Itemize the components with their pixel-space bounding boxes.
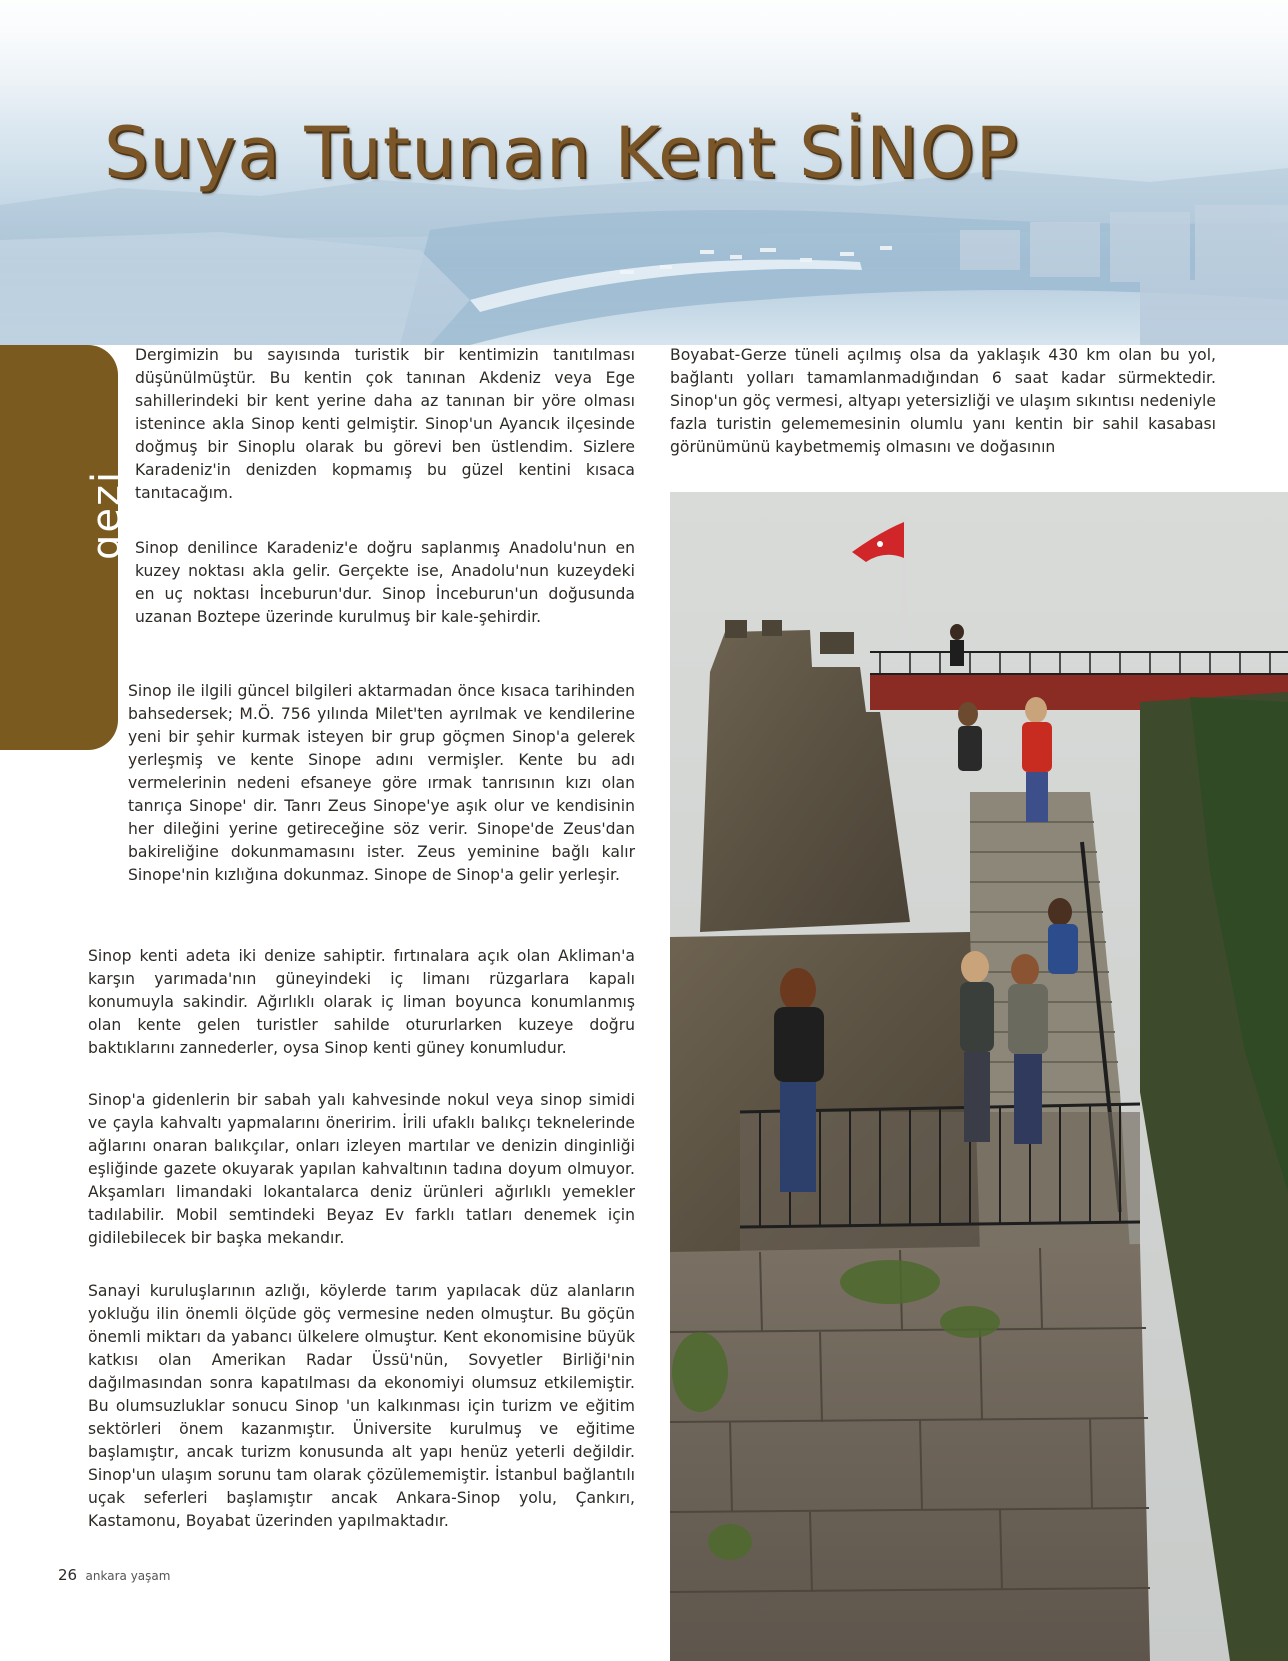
page-number: 26 [58, 1566, 78, 1584]
article-paragraph: Sanayi kuruluşlarının azlığı, köylerde tarım yapılacak düz alanların yokluğu ilin önemli ölçüde göç vermesine neden olmuştur. Bu göçün önemli miktarı da yabancı ülkelere olmuştur. Kent ekonomisine büyük katkısı olan Amerikan Radar Üssü'nün, Sovyetler Birliği'nin dağılmasından sonra kapatılması da ekonomiyi olumsuz etkilemiştir. Bu olumsuzluklar sonucu Sinop 'un kalkınması için turizm ve eğitim sektörleri önem kazanmıştır. Üniversite kurulmuş ve eğitime başlamıştır, ancak turizm konusunda alt yapı henüz yeterli değildir. Sinop'un ulaşım sorunu tam olarak çözülememiştir. İstanbul bağlantılı uçak seferleri başlamıştır ancak Ankara-Sinop yolu, Çankırı, Kastamonu, Boyabat üzerinden yapılmaktadır. [88, 1282, 635, 1530]
article-paragraph: Boyabat-Gerze tüneli açılmış olsa da yaklaşık 430 km olan bu yol, bağlantı yolları tamamlanmadığından 6 saat kadar sürmektedir. Sinop'un göç vermesi, altyapı yetersizliği ve ulaşım sıkıntısı nedeniyle fazla turistin gelememesinin olumlu yanı kentin bir sahil kasabası görünümünü kaybetmemiş olmasını ve doğasının [670, 346, 1216, 456]
article-paragraph: Sinop kenti adeta iki denize sahiptir. fırtınalara açık olan Akliman'a karşın yarımada'nın güneyindeki iç limanı rüzgarlara kapalı konumuyla sakindir. Ağırlıklı olarak iç liman boyunca konumlanmış olan kente gelen turistler sahilde otururlarken kuzeye doğru baktıklarını zannederler, oysa Sinop kenti güney konumludur. [88, 947, 635, 1057]
article-paragraph: Dergimizin bu sayısında turistik bir kentimizin tanıtılması düşünülmüştür. Bu kentin çok tanınan Akdeniz veya Ege sahillerindeki bir kent yerine daha az tanınan bir yöre olması istenince akla Sinop kenti gelmiştir. Sinop'un Ayancık ilçesinde doğmuş bir Sinoplu olarak bu görevi ben üstlendim. Sizlere Karadeniz'in denizden kopmamış bu güzel kentini kısaca tanıtacağım. [135, 346, 635, 502]
section-tab-label: gezi [84, 469, 130, 560]
article-title: Suya Tutunan Kent SİNOP [104, 112, 1019, 194]
castle-illustration [670, 492, 1288, 1661]
article-paragraph: Sinop ile ilgili güncel bilgileri aktarmadan önce kısaca tarihinden bahsedersek; M.Ö. 756 yılında Milet'ten ayrılmak ve kendilerine yeni bir şehir kurmak isteyen bir grup göçmen Sinop'a gelerek yerleşmiş ve kente Sinope adını vermişler. Kente bu adı vermelerinin nedeni efsaneye göre ırmak tanrısının kızı olan tanrıça Sinope' dir. Tanrı Zeus Sinope'ye aşık olur ve kendisinin her dileğini yerine getireceğine söz verir. Sinope'de Zeus'dan bakireliğine dokunmamasını ister. Zeus yeminine bağlı kalır Sinope'nin kızlığına dokunmaz. Sinope de Sinop'a gelir yerleşir. [128, 682, 635, 884]
article-paragraph: Sinop denilince Karadeniz'e doğru saplanmış Anadolu'nun en kuzey noktası akla gelir. Gerçekte ise, Anadolu'nun kuzeydeki en uç noktası İnceburun'dur. Sinop İnceburun'un doğusunda uzanan Boztepe üzerinde kurulmuş bir kale-şehirdir. [135, 539, 635, 626]
article-paragraph: Sinop'a gidenlerin bir sabah yalı kahvesinde nokul veya sinop simidi ve çayla kahvaltı yapmalarını öneririm. İrili ufaklı balıkçı teknelerinde ağlarını onaran balıkçılar, onları izleyen martılar ve denizin dinginliği eşliğinde gazete okuyarak yapılan kahvaltının tadına doyum olmuyor. Akşamları limandaki lokantalarca deniz ürünleri ağırlıklı yemekler tadılabilir. Mobil semtindeki Beyaz Ev farklı tatları denemek için gidilebilecek bir başka mekandır. [88, 1091, 635, 1247]
castle-photo [670, 492, 1288, 1661]
magazine-name: ankara yaşam [85, 1569, 171, 1583]
page-footer [58, 1566, 170, 1584]
